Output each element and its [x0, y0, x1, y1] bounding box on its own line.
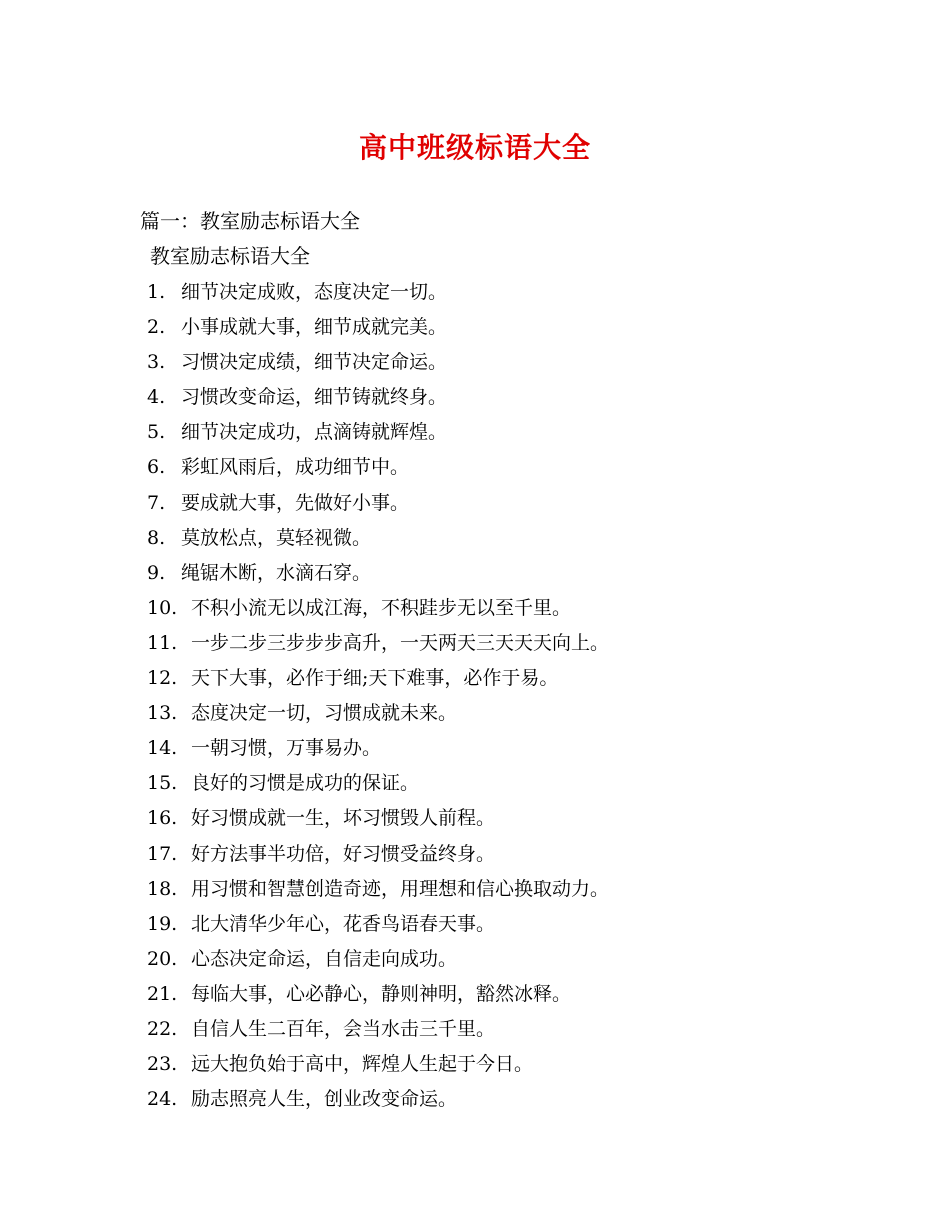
- list-item: [147, 943, 609, 978]
- list-item: [147, 697, 609, 732]
- list-item-number: 22.: [147, 1017, 178, 1040]
- list-item-number: 7.: [147, 491, 166, 514]
- list-item-text: 一朝习惯，万事易办。: [191, 737, 382, 760]
- list-item-text: 励志照亮人生，创业改变命运。: [191, 1088, 458, 1111]
- list-item: [147, 838, 609, 873]
- list-item-number: 4.: [147, 386, 166, 409]
- list-item-number: 2.: [147, 316, 166, 339]
- list-item-text: 习惯改变命运，细节铸就终身。: [181, 386, 448, 409]
- list-item: [147, 978, 609, 1013]
- list-item-text: 好习惯成就一生，坏习惯毁人前程。: [191, 807, 496, 830]
- list-item-text: 北大清华少年心，花香鸟语春天事。: [191, 912, 496, 935]
- list-item-number: 5.: [147, 421, 166, 444]
- list-item-text: 不积小流无以成江海，不积跬步无以至千里。: [191, 596, 572, 619]
- list-item-text: 要成就大事，先做好小事。: [181, 491, 410, 514]
- list-item-number: 17.: [147, 842, 178, 865]
- list-item-number: 1.: [147, 281, 166, 303]
- list-item-text: 小事成就大事，细节成就完美。: [181, 316, 448, 339]
- list-item-text: 习惯决定成绩，细节决定命运。: [181, 351, 448, 374]
- list-item: [147, 522, 609, 557]
- list-item-number: 10.: [147, 596, 178, 619]
- list-item-number: 18.: [147, 877, 178, 900]
- list-item: [147, 802, 609, 837]
- list-item: [147, 1013, 609, 1048]
- list-item: [147, 592, 609, 627]
- list-item-text: 绳锯木断，水滴石穿。: [181, 561, 372, 584]
- list-item-number: 24.: [147, 1088, 178, 1111]
- list-item-number: 19.: [147, 912, 178, 935]
- list-item: [147, 451, 609, 486]
- list-item: [147, 346, 609, 381]
- list-item-number: 20.: [147, 947, 178, 970]
- list-item-number: 13.: [147, 702, 178, 725]
- list-item-text: 一步二步三步步步高升，一天两天三天天天向上。: [191, 631, 610, 654]
- list-item-number: 9.: [147, 561, 166, 584]
- list-item-number: 8.: [147, 526, 166, 549]
- list-item-number: 6.: [147, 456, 166, 479]
- list-item: [147, 1048, 609, 1083]
- slogan-list: [147, 276, 609, 1118]
- list-item-number: 12.: [147, 667, 178, 690]
- list-item-text: 良好的习惯是成功的保证。: [191, 772, 420, 795]
- list-item-text: 自信人生二百年，会当水击三千里。: [191, 1017, 496, 1040]
- document-title: 高中班级标语大全: [358, 131, 591, 164]
- list-item: [147, 416, 609, 451]
- list-item: [147, 767, 609, 802]
- list-item: [147, 908, 609, 943]
- list-item-text: 细节决定成败，态度决定一切。: [181, 281, 448, 303]
- list-item: [147, 732, 609, 767]
- list-item-text: 天下大事，必作于细;天下难事，必作于易。: [191, 667, 559, 690]
- list-item-text: 每临大事，心必静心，静则神明，豁然冰释。: [191, 982, 572, 1005]
- list-item-text: 心态决定命运，自信走向成功。: [191, 947, 458, 970]
- list-item: [147, 557, 609, 592]
- section-heading: 篇一：教室励志标语大全: [140, 209, 360, 233]
- list-item-text: 用习惯和智慧创造奇迹，用理想和信心换取动力。: [191, 877, 610, 900]
- list-item: [147, 873, 609, 908]
- list-item-number: 14.: [147, 737, 178, 760]
- list-item-number: 15.: [147, 772, 178, 795]
- list-item-text: 彩虹风雨后，成功细节中。: [181, 456, 410, 479]
- list-item: [147, 276, 609, 311]
- list-item-number: 16.: [147, 807, 178, 830]
- list-item-number: 21.: [147, 982, 178, 1005]
- list-item-text: 莫放松点，莫轻视微。: [181, 526, 372, 549]
- sub-heading: 教室励志标语大全: [150, 244, 310, 268]
- list-item: [147, 311, 609, 346]
- list-item-number: 3.: [147, 351, 166, 374]
- list-item: [147, 627, 609, 662]
- list-item-number: 23.: [147, 1053, 178, 1076]
- list-item-text: 好方法事半功倍，好习惯受益终身。: [191, 842, 496, 865]
- list-item: [147, 1083, 609, 1118]
- list-item-text: 态度决定一切，习惯成就未来。: [191, 702, 458, 725]
- list-item-number: 11.: [147, 631, 178, 654]
- list-item: [147, 662, 609, 697]
- list-item-text: 细节决定成功，点滴铸就辉煌。: [181, 421, 448, 444]
- list-item-text: 远大抱负始于高中，辉煌人生起于今日。: [191, 1053, 534, 1076]
- list-item: [147, 381, 609, 416]
- list-item: [147, 487, 609, 522]
